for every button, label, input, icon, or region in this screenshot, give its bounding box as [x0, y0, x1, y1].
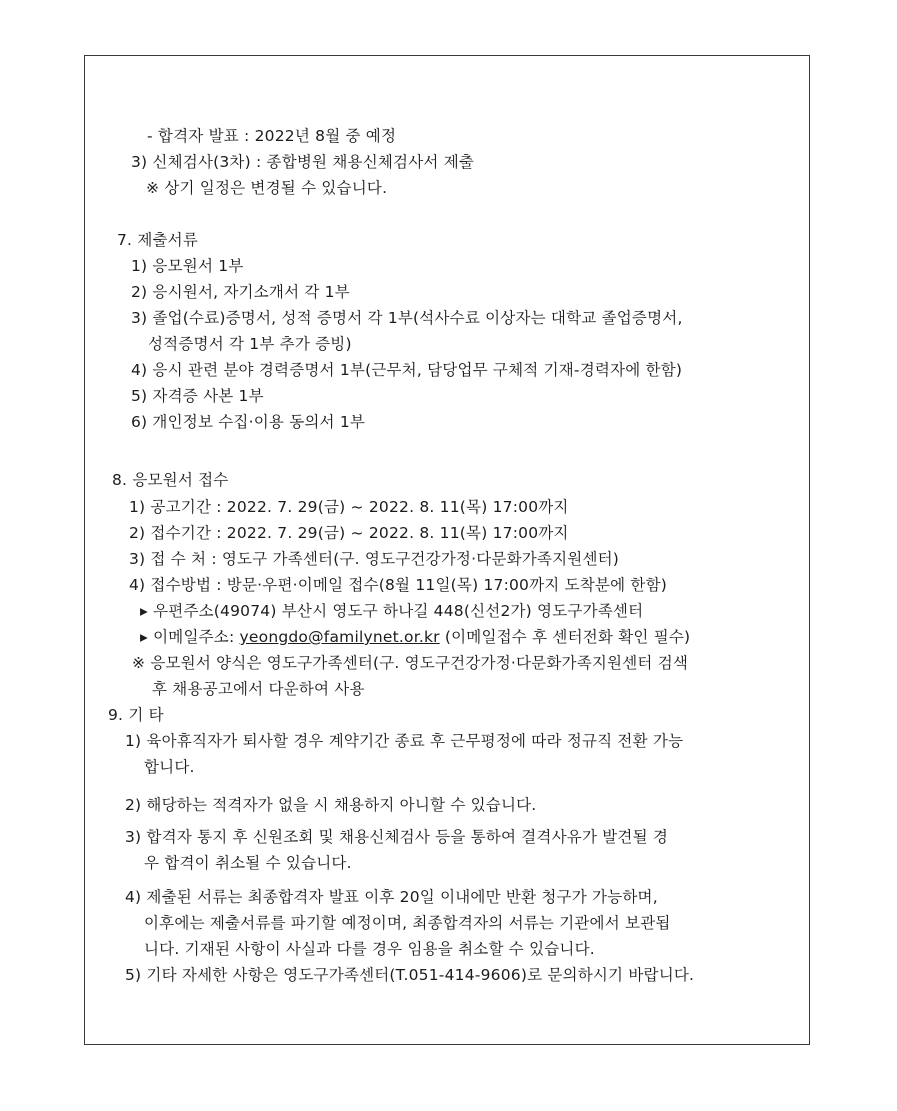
list-item: 1) 응모원서 1부: [131, 257, 244, 275]
list-item-continuation: 이후에는 제출서류를 파기할 예정이며, 최종합격자의 서류는 기관에서 보관됩: [144, 914, 671, 932]
list-item-continuation: 합니다.: [144, 758, 195, 776]
list-item: 4) 응시 관련 분야 경력증명서 1부(근무처, 담당업무 구체적 기재-경력자에 한함): [131, 361, 683, 379]
announcement-schedule: - 합격자 발표 : 2022년 8월 중 예정: [147, 127, 397, 145]
list-item: 2) 접수기간 : 2022. 7. 29(금) ~ 2022. 8. 11(목) 17:00까지: [129, 524, 569, 542]
section-title-application: 8. 응모원서 접수: [112, 471, 229, 489]
section-title-misc: 9. 기 타: [108, 706, 164, 724]
list-item: 5) 자격증 사본 1부: [131, 387, 264, 405]
email-address-line: [140, 627, 690, 647]
list-item: 3) 접 수 처 : 영도구 가족센터(구. 영도구건강가정·다문화가족지원센터): [129, 550, 620, 568]
list-item: 2) 해당하는 적격자가 없을 시 채용하지 아니할 수 있습니다.: [125, 796, 537, 814]
email-suffix: (이메일접수 후 센터전화 확인 필수): [439, 628, 691, 646]
email-prefix: ▸ 이메일주소:: [140, 628, 240, 646]
list-item-continuation: 우 합격이 취소될 수 있습니다.: [144, 854, 352, 872]
list-item: 4) 제출된 서류는 최종합격자 발표 이후 20일 이내에만 반환 청구가 가능하며,: [125, 888, 658, 906]
section-title-documents: 7. 제출서류: [117, 231, 199, 249]
schedule-change-note: ※ 상기 일정은 변경될 수 있습니다.: [146, 179, 388, 197]
list-item: 2) 응시원서, 자기소개서 각 1부: [131, 283, 350, 301]
list-item-continuation: 니다. 기재된 사항이 사실과 다를 경우 임용을 취소할 수 있습니다.: [144, 940, 595, 958]
list-item: 3) 합격자 통지 후 신원조회 및 채용신체검사 등을 통하여 결격사유가 발견될 경: [125, 828, 669, 846]
postal-address: ▸ 우편주소(49074) 부산시 영도구 하나길 448(신선2가) 영도구가족센터: [140, 602, 644, 620]
list-item: 6) 개인정보 수집·이용 동의서 1부: [131, 413, 366, 431]
form-download-note-continuation: 후 채용공고에서 다운하여 사용: [152, 680, 365, 698]
email-link[interactable]: yeongdo@familynet.or.kr: [239, 628, 440, 646]
list-item: 4) 접수방법 : 방문·우편·이메일 접수(8월 11일(목) 17:00까지 도착분에 한함): [129, 576, 667, 594]
form-download-note: ※ 응모원서 양식은 영도구가족센터(구. 영도구건강가정·다문화가족지원센터 검색: [132, 654, 689, 672]
list-item: 3) 졸업(수료)증명서, 성적 증명서 각 1부(석사수료 이상자는 대학교 졸업증명서,: [131, 309, 683, 327]
list-item-continuation: 성적증명서 각 1부 추가 증빙): [148, 335, 352, 353]
list-item: 1) 육아휴직자가 퇴사할 경우 계약기간 종료 후 근무평정에 따라 정규직 전환 가능: [125, 732, 684, 750]
list-item: 5) 기타 자세한 사항은 영도구가족센터(T.051-414-9606)로 문의하시기 바랍니다.: [125, 966, 695, 984]
list-item: 1) 공고기간 : 2022. 7. 29(금) ~ 2022. 8. 11(목) 17:00까지: [129, 498, 569, 516]
physical-exam-item: 3) 신체검사(3차) : 종합병원 채용신체검사서 제출: [131, 153, 475, 171]
